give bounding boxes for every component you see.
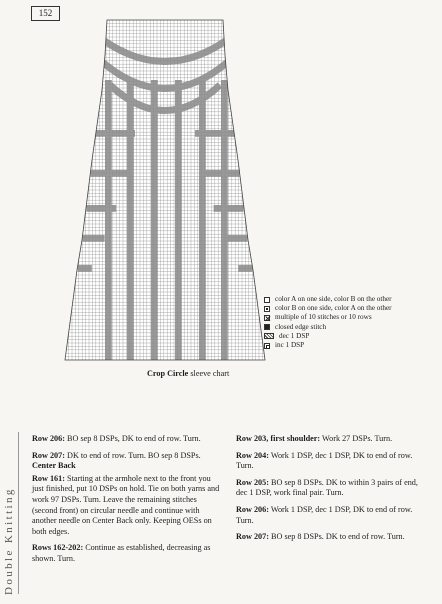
chart-caption: Crop Circle sleeve chart <box>147 369 230 378</box>
instruction-paragraph: Row 204: Work 1 DSP, dec 1 DSP, DK to end of row. Turn. <box>236 450 413 471</box>
legend-item: color B on one side, color A on the other <box>264 304 392 313</box>
instruction-paragraph: Row 203, first shoulder: Work 27 DSPs. Turn. <box>236 434 393 443</box>
legend-item: closed edge stitch <box>264 323 392 332</box>
instruction-paragraph: Row 161: Starting at the armhole next to the front you just finished, put 10 DSPs on hold. Tie on both yarns and work 97 DSPs. Turn. Leave the remaining stitches (second front) on circular needle and continue with another needle on Center Back only. Keeping OESs on both edges. <box>32 473 220 536</box>
section-heading: Center Back <box>32 461 76 471</box>
legend-item: color A on one side, color B on the other <box>264 295 392 304</box>
chart-legend <box>264 295 392 350</box>
page-number: 152 <box>31 6 60 21</box>
side-rule <box>18 432 19 594</box>
dot-square-icon <box>264 306 270 312</box>
instruction-paragraph: Row 206: Work 1 DSP, dec 1 DSP, DK to end of row. Turn. <box>236 504 413 525</box>
small-box-square-icon <box>264 343 270 349</box>
legend-item: inc 1 DSP <box>264 341 392 350</box>
instruction-paragraph: Row 205: BO sep 8 DSPs. DK to within 3 pairs of end, dec 1 DSP, work final pair. Turn. <box>236 477 418 498</box>
instructions-right-column <box>236 434 430 549</box>
instruction-paragraph: Row 207: BO sep 8 DSPs. DK to end of row. Turn. <box>236 532 405 542</box>
instruction-paragraph: Rows 162-202: Continue as established, decreasing as shown. Turn. <box>32 543 211 563</box>
instructions-left-column <box>32 434 224 571</box>
legend-item: dec 1 DSP <box>264 332 392 341</box>
instruction-paragraph: Row 206: BO sep 8 DSPs, DK to end of row. Turn. <box>32 434 201 443</box>
hatch-square-icon <box>264 333 274 339</box>
side-title: Double Knitting <box>3 487 15 595</box>
chart-grid <box>55 20 275 360</box>
closed-edge-icon <box>264 324 270 330</box>
legend-item: multiple of 10 stitches or 10 rows <box>264 313 392 322</box>
blank-square-icon <box>264 297 270 303</box>
instruction-paragraph: Row 207: DK to end of row. Turn. BO sep 8 DSPs. <box>32 450 201 460</box>
cross-square-icon <box>264 315 270 321</box>
